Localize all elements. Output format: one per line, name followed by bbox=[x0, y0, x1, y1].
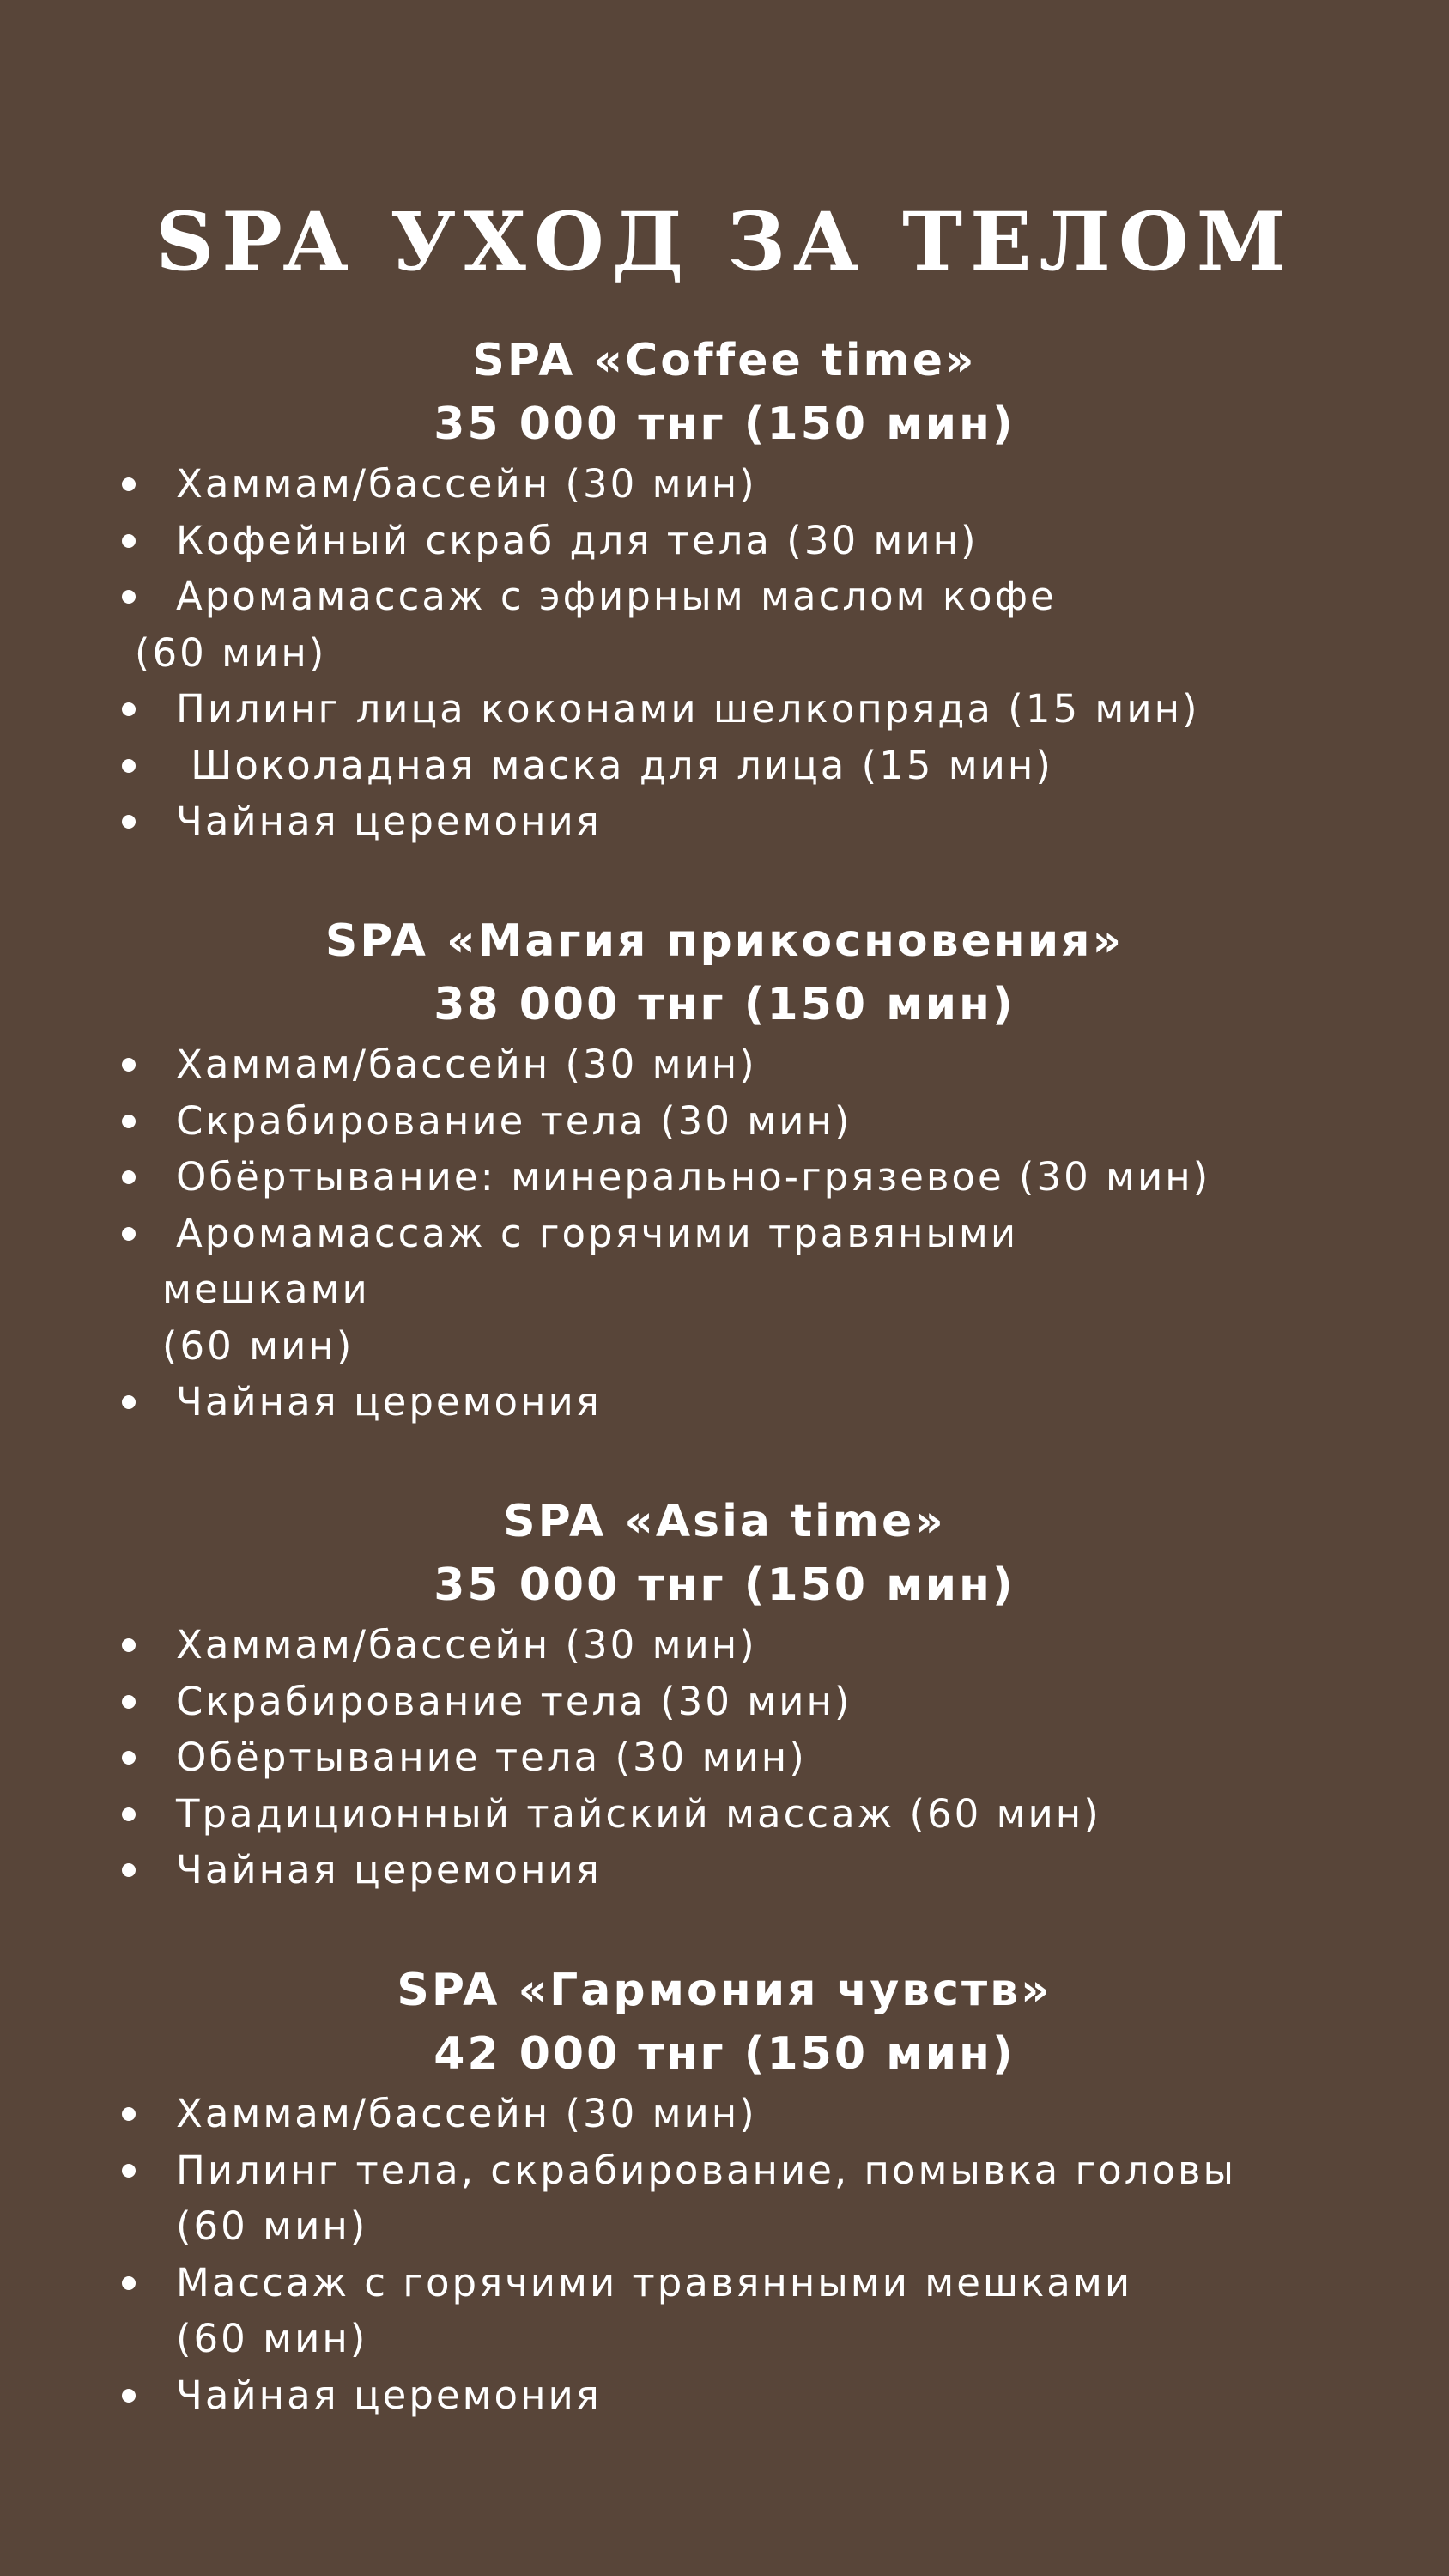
page-title: SPA УХОД ЗА ТЕЛОМ bbox=[155, 195, 1294, 289]
item-text: Пилинг лица коконами шелкопряда (15 мин) bbox=[176, 686, 1200, 732]
list-item bbox=[0, 2367, 1449, 2424]
list-item bbox=[0, 456, 1449, 513]
bullet-icon bbox=[122, 1695, 136, 1709]
bullet-icon bbox=[122, 590, 136, 604]
item-text: Кофейный скраб для тела (30 мин) bbox=[176, 517, 979, 563]
list-item bbox=[0, 1842, 1449, 1899]
list-item bbox=[0, 1786, 1449, 1843]
item-text-continuation: (60 мин) bbox=[135, 629, 327, 676]
item-text: Аромамассаж с эфирным маслом кофе bbox=[176, 574, 1057, 619]
package-name: SPA «Гармония чувств» bbox=[397, 1965, 1052, 2016]
list-item bbox=[0, 513, 1449, 569]
bullet-icon bbox=[122, 1170, 136, 1184]
package-price: 42 000 тнг (150 мин) bbox=[433, 2028, 1016, 2080]
bullet-icon bbox=[122, 1058, 136, 1072]
item-text: Чайная церемония bbox=[176, 1379, 602, 1425]
item-text-continuation: мешками bbox=[162, 1267, 370, 1312]
item-text: Обёртывание тела (30 мин) bbox=[176, 1735, 807, 1780]
item-text: Чайная церемония bbox=[176, 799, 602, 844]
list-item bbox=[0, 568, 1449, 681]
list-item bbox=[0, 2142, 1449, 2255]
list-item bbox=[0, 1674, 1449, 1730]
item-text: Чайная церемония bbox=[176, 2372, 602, 2418]
bullet-icon bbox=[122, 2164, 136, 2178]
package-price: 38 000 тнг (150 мин) bbox=[433, 979, 1016, 1030]
bullet-icon bbox=[122, 2276, 136, 2290]
list-item bbox=[0, 793, 1449, 850]
package-name: SPA «Asia time» bbox=[503, 1496, 946, 1547]
bullet-icon bbox=[122, 534, 136, 548]
list-item bbox=[0, 1149, 1449, 1206]
item-text: Чайная церемония bbox=[176, 1847, 602, 1893]
package-price: 35 000 тнг (150 мин) bbox=[433, 398, 1016, 450]
item-text: Обёртывание: минерально-грязевое (30 мин) bbox=[176, 1154, 1211, 1200]
package-items bbox=[0, 456, 1449, 850]
package-name: SPA «Магия прикосновения» bbox=[324, 915, 1125, 967]
bullet-icon bbox=[122, 702, 136, 716]
item-text: Пилинг тела, скрабирование, помывка головы bbox=[176, 2147, 1237, 2193]
package-price: 35 000 тнг (150 мин) bbox=[433, 1559, 1016, 1611]
list-item bbox=[0, 1374, 1449, 1431]
bullet-icon bbox=[122, 2107, 136, 2121]
bullet-icon bbox=[122, 759, 136, 773]
package-name: SPA «Coffee time» bbox=[472, 335, 977, 386]
bullet-icon bbox=[122, 1227, 136, 1241]
bullet-icon bbox=[122, 2389, 136, 2403]
item-text: Хаммам/бассейн (30 мин) bbox=[176, 2091, 757, 2136]
bullet-icon bbox=[122, 1751, 136, 1765]
item-text: Хаммам/бассейн (30 мин) bbox=[176, 461, 757, 507]
package-items bbox=[0, 1036, 1449, 1431]
spa-package bbox=[0, 1959, 1449, 2423]
item-text: Скрабирование тела (30 мин) bbox=[176, 1678, 852, 1724]
item-text-continuation: (60 мин) bbox=[162, 1322, 355, 1369]
list-item bbox=[0, 681, 1449, 738]
bullet-icon bbox=[122, 1395, 136, 1409]
list-item bbox=[0, 1036, 1449, 1093]
bullet-icon bbox=[122, 1638, 136, 1652]
bullet-icon bbox=[122, 1807, 136, 1821]
bullet-icon bbox=[122, 1863, 136, 1877]
item-text-continuation: (60 мин) bbox=[176, 2316, 368, 2361]
bullet-icon bbox=[122, 477, 136, 491]
spa-package bbox=[0, 1490, 1449, 1899]
spa-package bbox=[0, 909, 1449, 1431]
item-text-continuation: (60 мин) bbox=[176, 2203, 368, 2249]
list-item bbox=[0, 2255, 1449, 2367]
list-item bbox=[0, 1729, 1449, 1786]
bullet-icon bbox=[122, 1115, 136, 1128]
list-item bbox=[0, 1617, 1449, 1674]
item-text: Хаммам/бассейн (30 мин) bbox=[176, 1042, 757, 1087]
package-items bbox=[0, 1617, 1449, 1899]
item-text: Массаж с горячими травянными мешками bbox=[176, 2259, 1133, 2306]
package-items bbox=[0, 2086, 1449, 2423]
item-text: Хаммам/бассейн (30 мин) bbox=[176, 1622, 757, 1668]
list-item bbox=[0, 2086, 1449, 2142]
list-item bbox=[0, 738, 1449, 794]
item-text: Скрабирование тела (30 мин) bbox=[176, 1097, 852, 1144]
list-item bbox=[0, 1093, 1449, 1150]
item-text: Шоколадная маска для лица (15 мин) bbox=[176, 742, 1053, 788]
bullet-icon bbox=[122, 815, 136, 829]
item-text: Аромамассаж с горячими травяными bbox=[176, 1210, 1019, 1256]
list-item bbox=[0, 1206, 1449, 1375]
spa-package bbox=[0, 329, 1449, 850]
item-text: Традиционный тайский массаж (60 мин) bbox=[176, 1790, 1101, 1837]
